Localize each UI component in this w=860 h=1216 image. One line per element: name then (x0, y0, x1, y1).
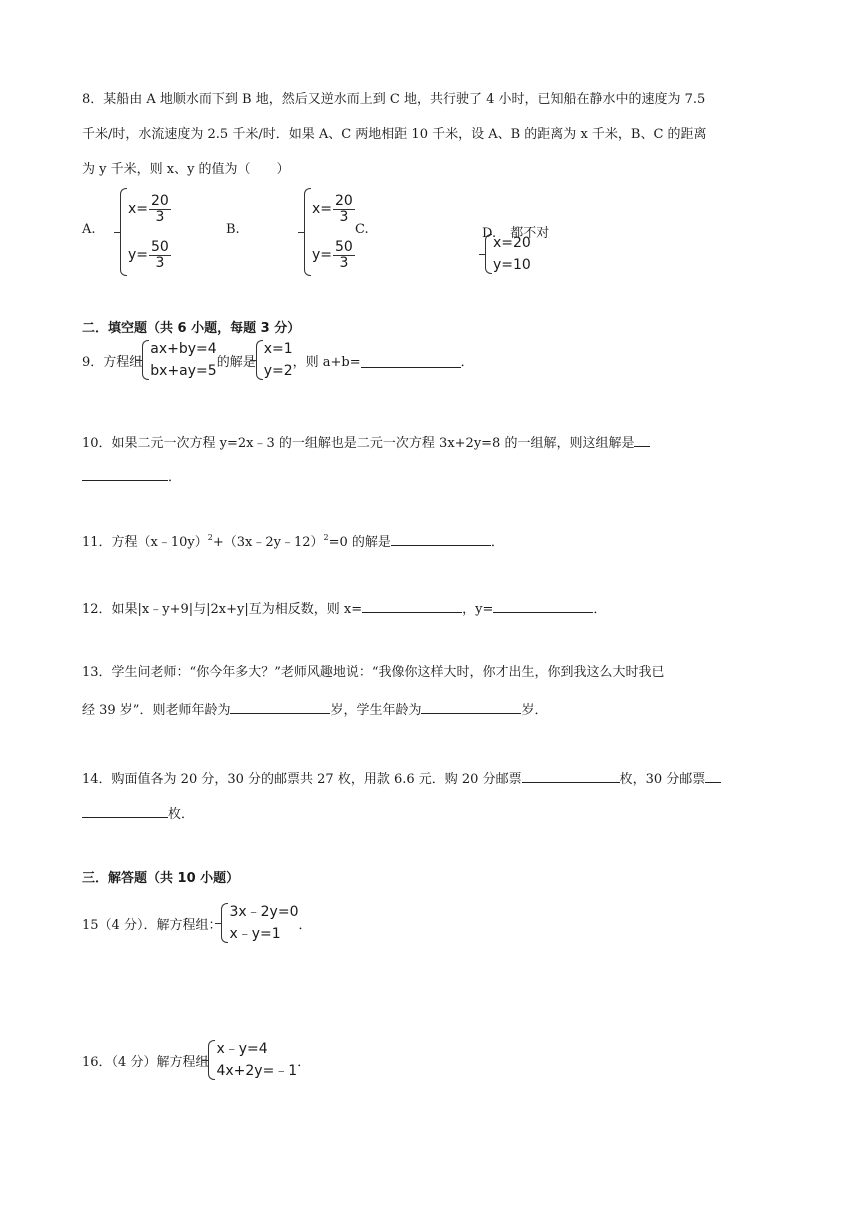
option-a-x-equation: x= $\frac{20}{3}$ (128, 192, 169, 225)
option-d (482, 222, 549, 241)
q13-student-age-blank[interactable] (421, 699, 521, 714)
q11: 11．方程（x﹣10y）$^2$+（3x﹣2y﹣12）$^2$=0 的解是 ． (82, 533, 504, 550)
q16-eq-2: 4x+2y=﹣1 (216, 1063, 298, 1079)
q9-prefix: 9．方程组 (82, 354, 143, 370)
q12: 12．如果|x﹣y+9|与|2x+y|互为相反数，则 x= ，y= ． (82, 598, 606, 619)
q16: 16．（4 分）解方程组 x﹣y=4 4x+2y=﹣1 ． (82, 1038, 310, 1082)
section-2-heading: 二．填空题（共 6 小题，每题 3 分） (82, 321, 301, 336)
option-a-y-equation: y= $\frac{50}{3}$ (128, 238, 169, 271)
q14-line-2: 枚． (82, 803, 194, 824)
option-b-y-equation: y= $\frac{50}{3}$ (311, 238, 353, 271)
brace-icon (256, 340, 263, 380)
q10-line-1: 10．如果二元一次方程 y=2x﹣3 的一组解也是二元一次方程 3x+2y=8 的一组解，则这组解是 (82, 432, 650, 453)
q9-middle: 的解是 (216, 354, 256, 370)
q8-line-2: 千米/时，水流速度为 2.5 千米/时．如果 A、C 两地相距 10 千米，设 A、B 的距离为 x 千米，B、C 的距离 (82, 127, 707, 142)
option-c-label: C. (355, 222, 369, 237)
q12-x-blank[interactable] (362, 598, 462, 613)
option-d-text: 都不对 (510, 226, 550, 241)
section-3-heading: 三．解答题（共 10 小题） (82, 871, 240, 886)
q15-system (221, 901, 298, 945)
q9-suffix: ，则 a+b= (292, 354, 361, 370)
q9-system (142, 338, 216, 382)
brace-icon (304, 188, 311, 276)
brace-icon (142, 340, 149, 380)
q14-20-stamp-blank[interactable] (522, 768, 620, 783)
option-b-x-equation: x= $\frac{20}{3}$ (311, 192, 353, 225)
brace-icon (221, 903, 228, 943)
q16-system (208, 1038, 297, 1082)
q13-line-1: 13．学生问老师：“你今年多大？”老师风趣地说：“我像你这样大时，你才出生，你到我这么大时我已 (82, 665, 665, 680)
option-b-label: B. (226, 222, 240, 237)
q15: 15（4 分）．解方程组： 3x﹣2y=0 x﹣y=1 ． (82, 901, 312, 945)
q13-teacher-age-blank[interactable] (230, 699, 330, 714)
option-b-system (304, 186, 355, 278)
q10-answer-blank-start[interactable] (634, 432, 650, 447)
q14-30-stamp-blank[interactable] (82, 803, 168, 818)
q9-solution (256, 338, 293, 382)
brace-icon (208, 1040, 215, 1080)
q8-line-3: 为 y 千米，则 x、y 的值为（ ） (82, 162, 290, 177)
q10-line-2: ． (82, 466, 181, 487)
option-a-system (120, 186, 171, 278)
brace-icon (120, 188, 127, 276)
q15-eq-1: 3x﹣2y=0 (229, 904, 299, 920)
q15-eq-2: x﹣y=1 (229, 926, 281, 942)
q13-line-2: 经 39 岁”．则老师年龄为 岁，学生年龄为 岁． (82, 699, 547, 720)
q8-line-1: 8．某船由 A 地顺水而下到 B 地，然后又逆水而上到 C 地，共行驶了 4 小时，已知船在静水中的速度为 7.5 (82, 92, 706, 107)
q16-prefix: 16．（4 分）解方程组 (82, 1054, 209, 1070)
q10-answer-blank[interactable] (82, 466, 168, 481)
q16-eq-1: x﹣y=4 (216, 1041, 268, 1057)
option-c-eq-2: y=10 (492, 257, 531, 273)
q9: 9．方程组 ax+by=4 bx+ay=5 的解是 x=1 y=2 ，则 a+b= ． (82, 338, 474, 382)
q12-y-blank[interactable] (493, 598, 593, 613)
q11-answer-blank[interactable] (391, 531, 491, 546)
q9-eq-1: ax+by=4 (150, 341, 217, 357)
q9-eq-2: bx+ay=5 (150, 363, 217, 379)
option-a-label: A. (82, 222, 96, 237)
q9-sol-1: x=1 (263, 341, 293, 357)
q15-prefix: 15（4 分）．解方程组： (82, 917, 222, 933)
q14-line-1: 14．购面值各为 20 分，30 分的邮票共 27 枚，用款 6.6 元．购 20 分邮票 枚，30 分邮票 (82, 768, 721, 789)
option-d-label: D. (482, 226, 497, 241)
q14-30-stamp-blank-start[interactable] (705, 768, 721, 783)
option-c-eq-1: x=20 (492, 235, 531, 251)
q9-answer-blank[interactable] (361, 353, 461, 368)
q9-sol-2: y=2 (263, 363, 293, 379)
